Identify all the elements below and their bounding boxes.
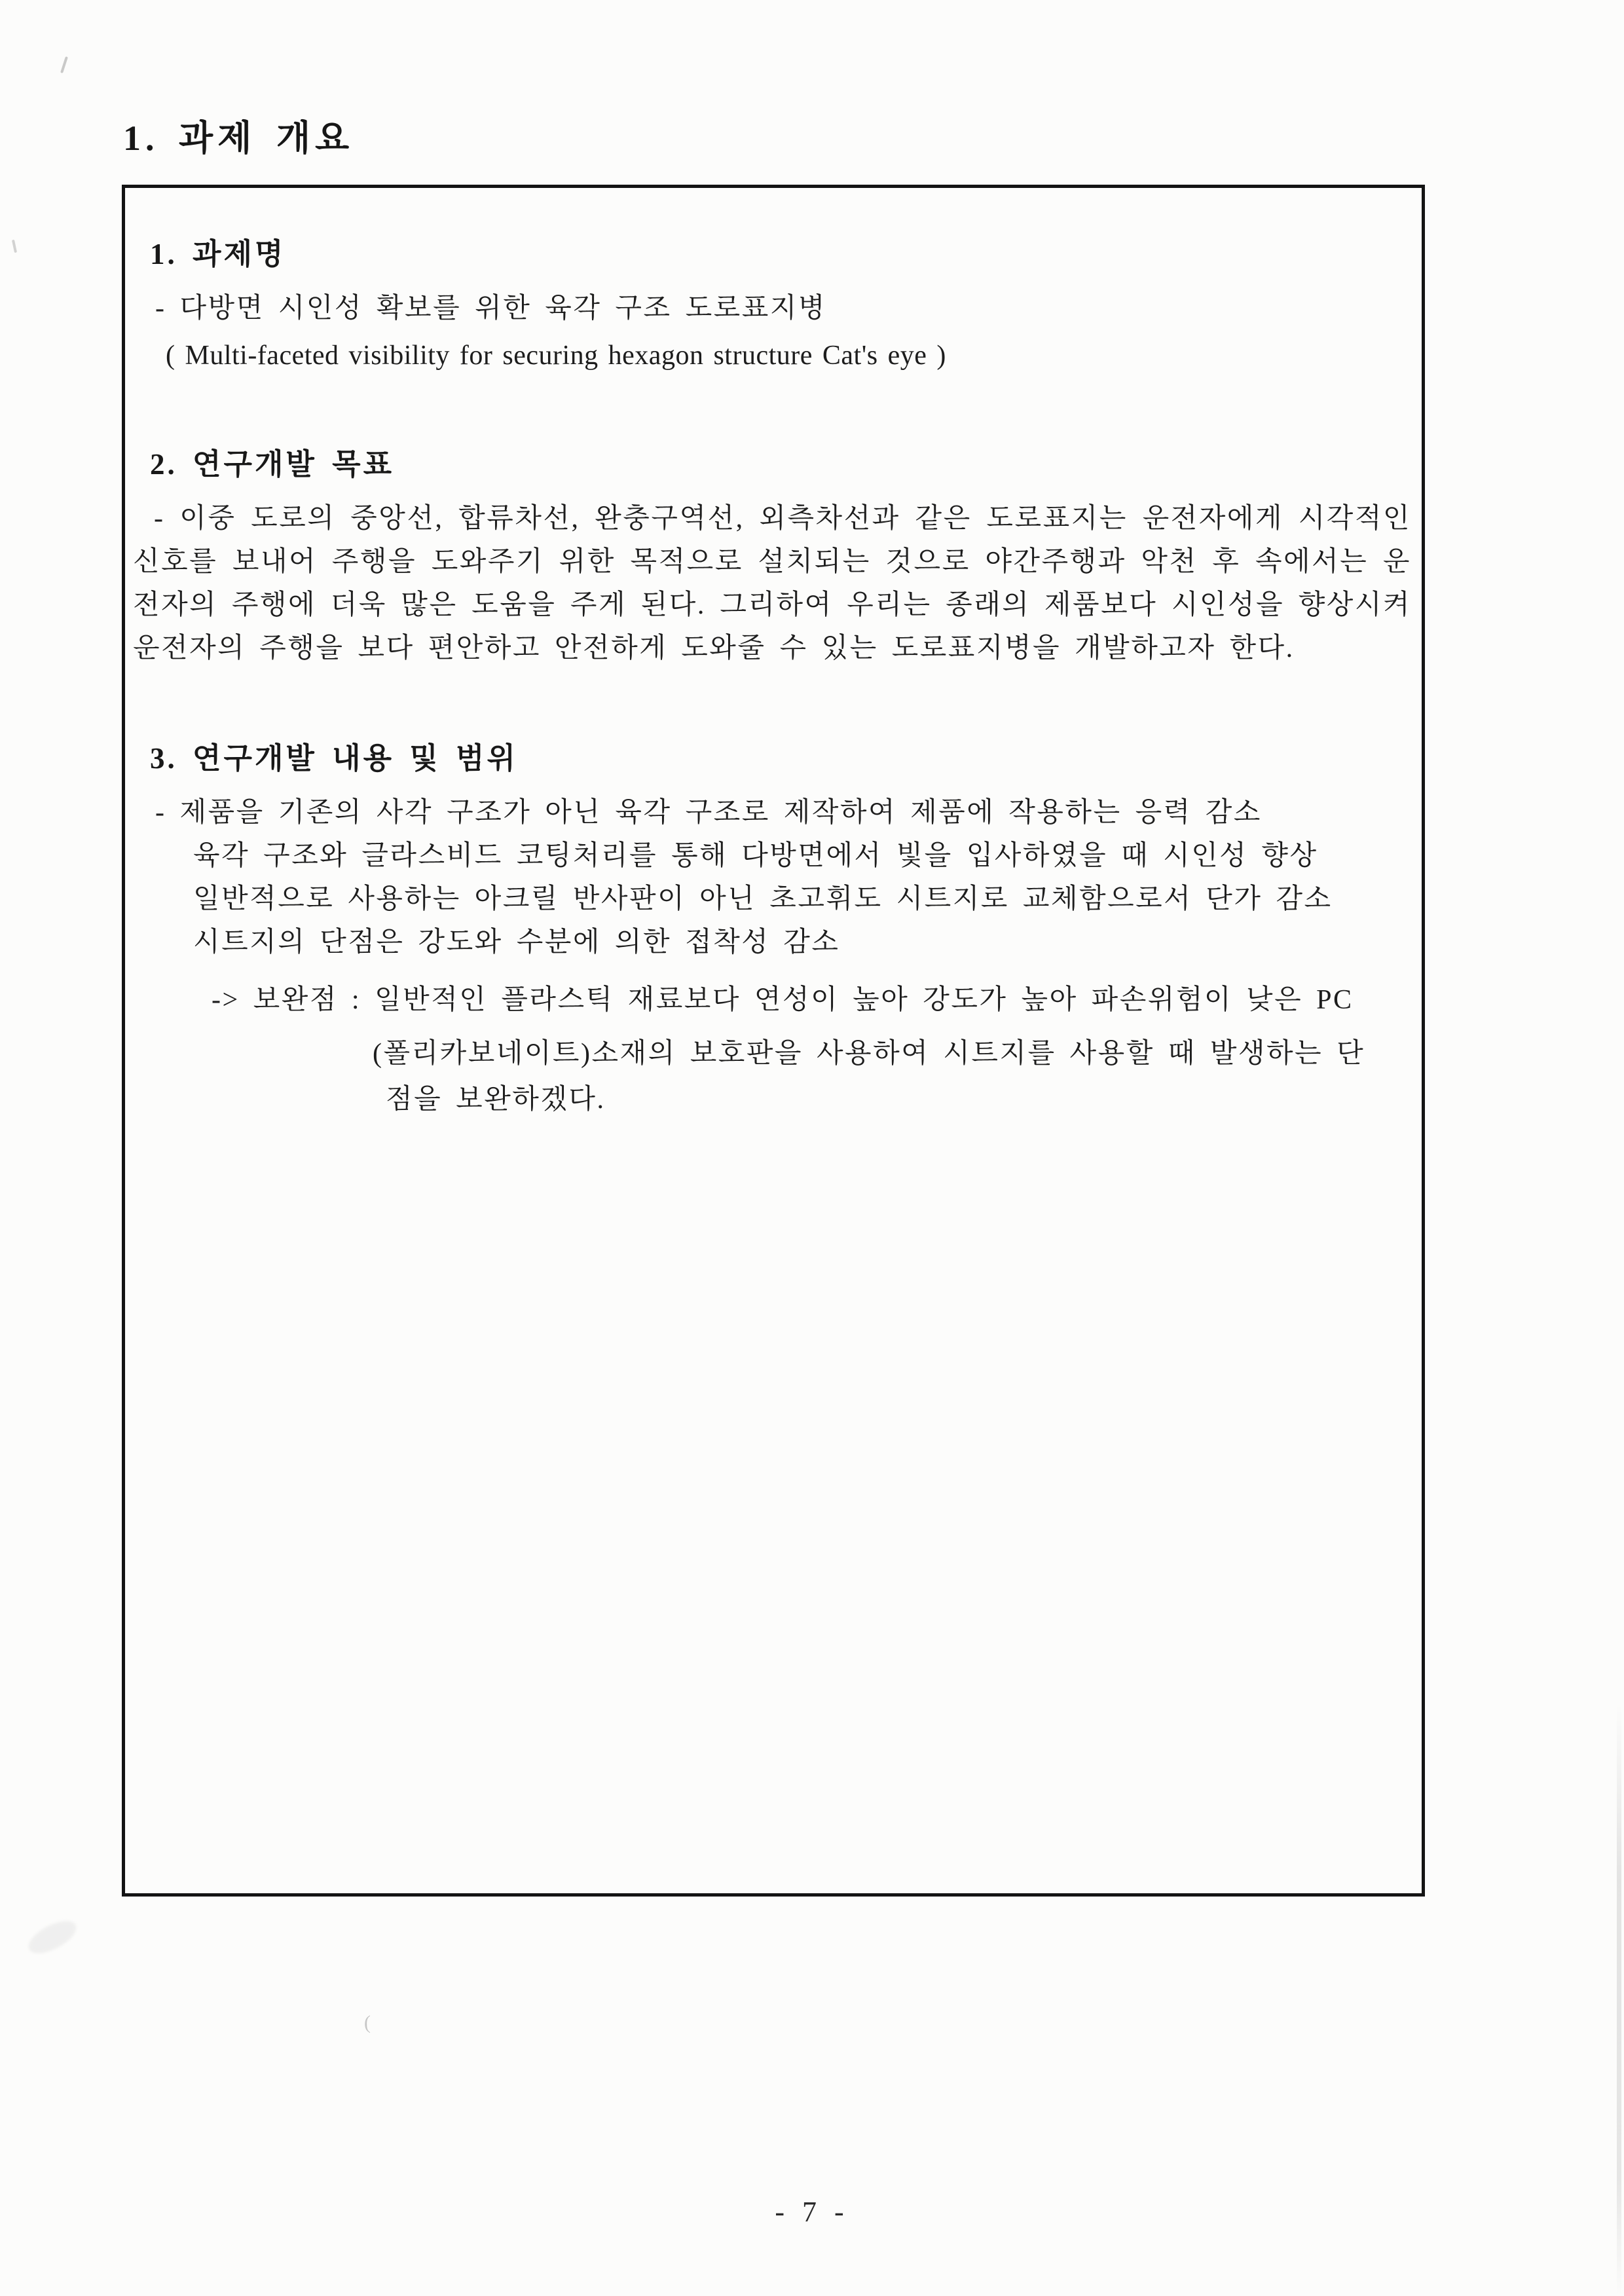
page-title: 1. 과제 개요 [123, 119, 354, 158]
scope-item: 시트지의 단점은 강도와 수분에 의한 접착성 감소 [193, 927, 840, 957]
section-rnd-scope [133, 734, 1412, 1121]
section-rnd-goal [133, 440, 1412, 670]
content-frame [122, 185, 1425, 1897]
page-number: - 7 - [775, 2196, 849, 2228]
scope-item: 일반적으로 사용하는 아크릴 반사판이 아닌 초고휘도 시트지로 교체함으로서 단가 감소 [193, 884, 1333, 914]
scope-supplement-item: -> 보완점 : 일반적인 플라스틱 재료보다 연성이 높아 강도가 높아 파손위험이 낮은 PC [212, 985, 1354, 1015]
scan-artifact [24, 1914, 81, 1959]
scan-artifact [60, 56, 68, 73]
rnd-goal-paragraph: - 이중 도로의 중앙선, 합류차선, 완충구역선, 외측차선과 같은 도로표지는 운전자에게 시각적인 신호를 보내어 주행을 도와주기 위한 목적으로 설치되는 것으로 야간주행과 악천 후 속에서는 운전자의 주행에 더욱 많은 도움을 주게 된다. 그리하여 우리는 종래의 제품보다 시인성을 향상시켜 운전자의 주행을 보다 편안하고 안전하게 도와줄 수 있는 도로표지병을 개발하고자 한다. [133, 504, 1411, 663]
scope-item: 육각 구조와 글라스비드 코팅처리를 통해 다방면에서 빛을 입사하였을 때 시인성 향상 [193, 841, 1318, 871]
scan-artifact [12, 240, 17, 253]
project-name-korean: - 다방면 시인성 확보를 위한 육각 구조 도로표지병 [155, 293, 826, 324]
project-name-english: ( Multi-faceted visibility for securing hexagon structure Cat's eye ) [166, 341, 946, 371]
rnd-goal-heading: 2. 연구개발 목표 [150, 448, 395, 481]
frame-inner [125, 188, 1422, 1121]
scan-artifact: ( [364, 2012, 371, 2033]
section-project-name [133, 230, 1412, 377]
rnd-scope-heading: 3. 연구개발 내용 및 범위 [150, 742, 518, 775]
project-name-heading: 1. 과제명 [150, 238, 286, 270]
scope-supplement-continuation: 점을 보완하겠다. [386, 1084, 606, 1115]
scope-supplement-continuation: (폴리카보네이트)소재의 보호판을 사용하여 시트지를 사용할 때 발생하는 단 [373, 1039, 1365, 1069]
scope-item: - 제품을 기존의 사각 구조가 아닌 육각 구조로 제작하여 제품에 작용하는 응력 감소 [155, 798, 1262, 828]
